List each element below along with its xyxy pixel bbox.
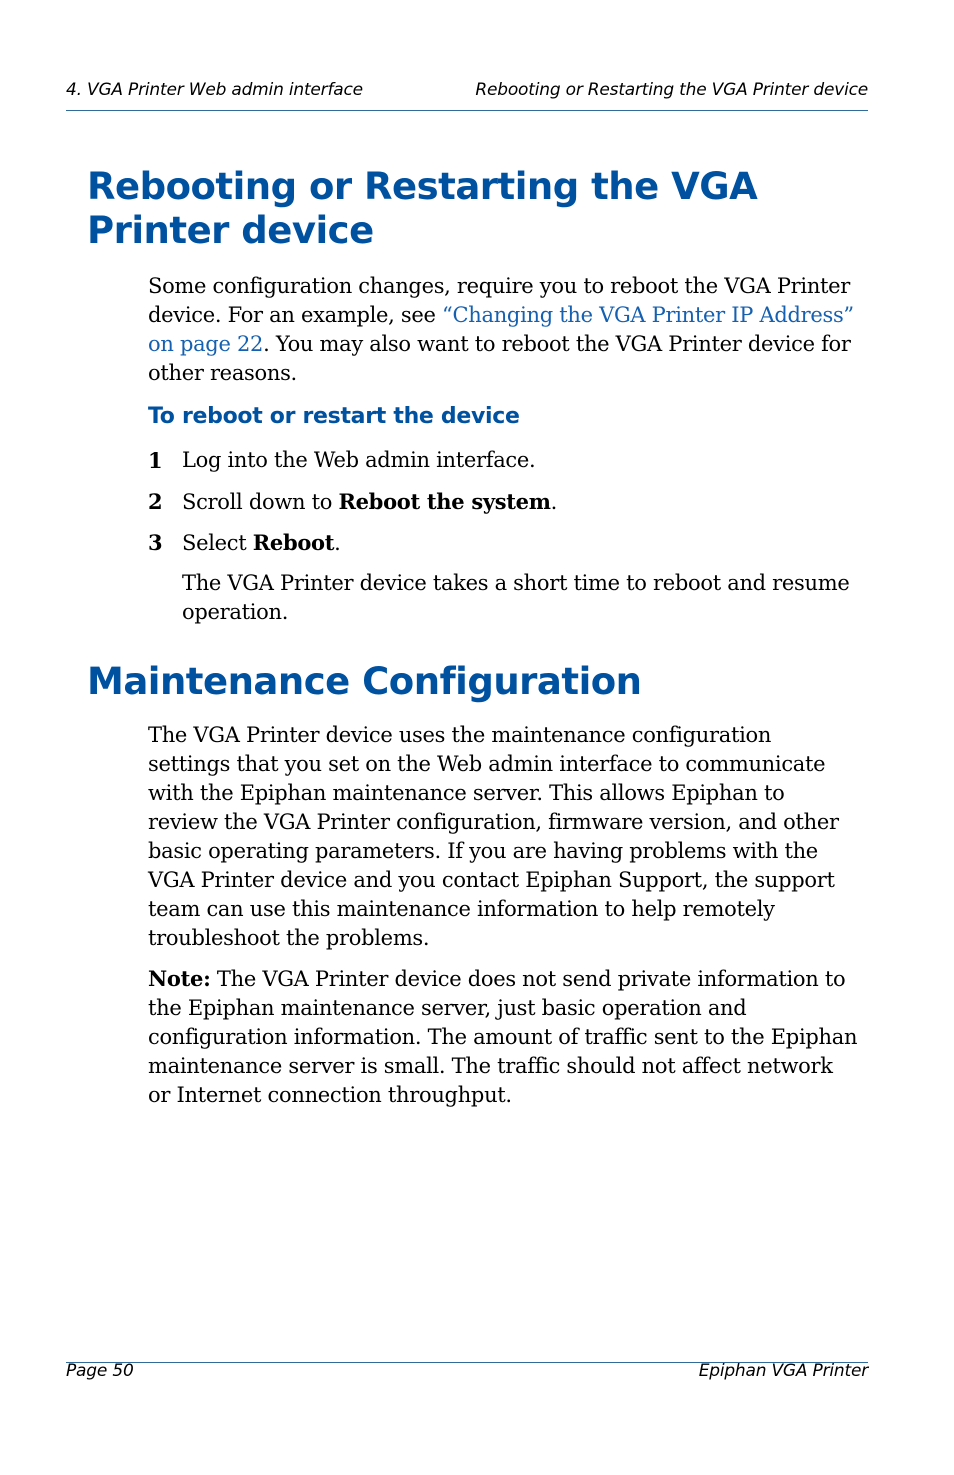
note-paragraph [148, 964, 858, 1110]
step-bold-term: Reboot the system [338, 489, 551, 514]
intro-text-after: . You may also want to reboot the VGA Printer device for other reasons. [148, 332, 851, 385]
step-result-paragraph: The VGA Printer device takes a short time to reboot and resume operation. [182, 571, 850, 624]
intro-text-before: Some configuration changes, require you to reboot the VGA Printer device. For an example, see [148, 274, 851, 327]
footer-product: Epiphan VGA Printer [698, 1361, 868, 1381]
step-text-after: . [550, 490, 558, 514]
maintenance-paragraph: The VGA Printer device uses the maintenance configuration settings that you set on the Web admin interface to communicate with the Epiphan maintenance server. This allows Epiphan to review the VGA Printer configuration, firmware version, and other basic operating parameters. If you are having problems with the VGA Printer device and you contact Epiphan Support, the support team can use this maintenance information to help remotely troubleshoot the problems. [148, 723, 839, 950]
header-rule [66, 110, 868, 111]
section-title-line1: Rebooting or Restarting the VGA [87, 165, 758, 208]
step-bold-term: Reboot [252, 530, 335, 555]
note-label: Note: [148, 966, 211, 991]
running-header [66, 80, 868, 100]
step-text: Log into the Web admin interface. [182, 448, 536, 472]
step-number: 3 [148, 530, 163, 555]
cross-reference-link[interactable]: “Changing the VGA Printer IP Address” on page 22 [148, 303, 854, 356]
step-text [182, 487, 557, 517]
header-chapter: 4. VGA Printer Web admin interface [66, 80, 363, 100]
section-title-line2: Printer device [87, 209, 374, 252]
page-number: Page 50 [66, 1361, 134, 1381]
header-section: Rebooting or Restarting the VGA Printer device [475, 80, 868, 100]
step-text-before: Scroll down to [182, 490, 339, 514]
step-text [182, 528, 341, 558]
step-text-after: . [334, 531, 341, 555]
running-footer [66, 1361, 868, 1381]
note-text: The VGA Printer device does not send private information to the Epiphan maintenance server, just basic operation and configuration information. The amount of traffic sent to the Epiphan maintenance server is small. The traffic should not affect network or Internet connection throughput. [148, 967, 858, 1107]
procedure-title: To reboot or restart the device [148, 404, 520, 429]
intro-paragraph [148, 272, 858, 388]
section-title-maintenance: Maintenance Configuration [87, 660, 642, 703]
step-number: 1 [148, 448, 163, 473]
section-title-reboot [87, 165, 757, 253]
step-number: 2 [148, 489, 163, 514]
step-text-before: Select [182, 531, 253, 555]
